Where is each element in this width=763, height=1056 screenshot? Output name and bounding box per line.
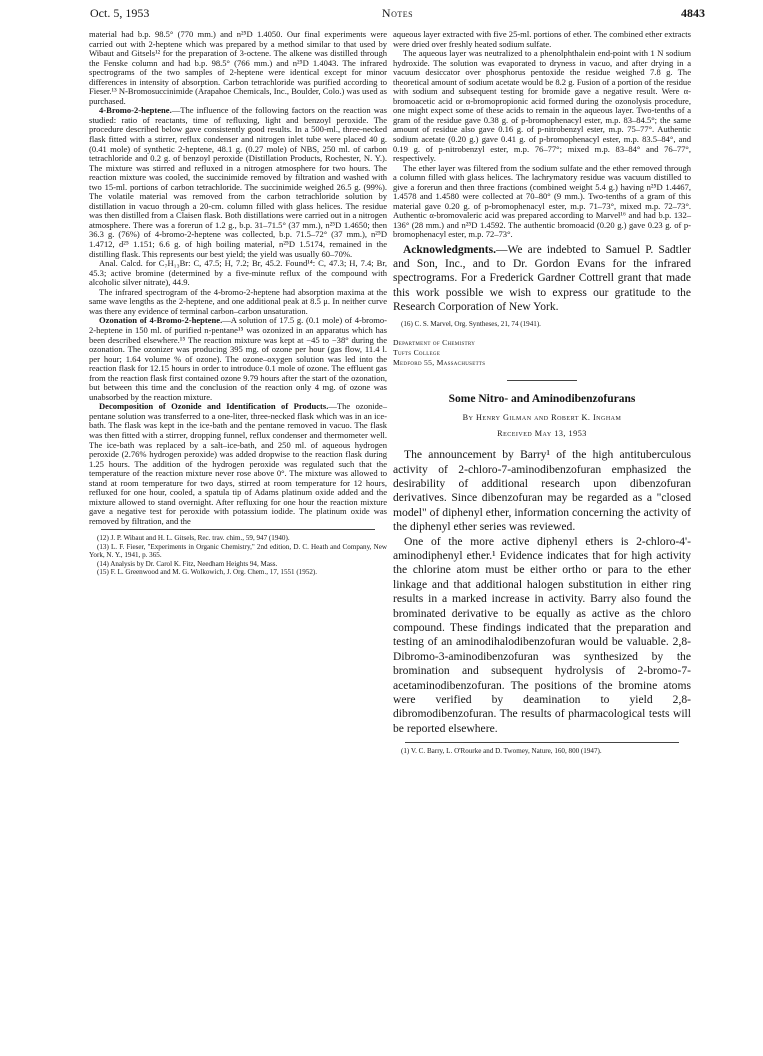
footnotes <box>393 747 691 755</box>
affiliation-line: Tufts College <box>393 348 441 358</box>
paragraph-text: —A solution of 17.5 g. (0.1 mole) of 4-bromo-2-heptene in 150 ml. of purified n-pentane¹⁵ was ozonized in an apparatus which has been described elsewhere.¹⁵ The reaction mixture was kept at −45 to −38° during the ozonation. The ozonizer was producing 395 mg. of ozone per hour (gas flow, 11.4 l. per hour; 1.64 volume % of ozone). The ozone–oxygen solution was led into the reaction flask for 12.15 hours in order to introduce 0.1 mole of ozone. The effluent gas from the reaction flask first contained ozone 9.79 hours after the start of the ozonation, but between this time and the conclusion of the reaction only 4 mg. of ozone was unabsorbed by the reaction mixture. <box>89 315 387 402</box>
section-heading: Ozonation of 4-Bromo-2-heptene. <box>99 315 223 326</box>
affiliation-line: Department of Chemistry <box>393 338 476 348</box>
header-date: Oct. 5, 1953 <box>90 6 150 20</box>
paragraph: The infrared spectrogram of the 4-bromo-2-heptene had absorption maxima at the same wave lengths as the 2-heptene, and one additional peak at 8.5 μ. In neither curve was there any evidence of terminal carbon–carbon unsaturation. <box>89 286 387 316</box>
article-divider <box>507 380 577 381</box>
paragraph: aqueous layer extracted with five 25-ml. portions of ether. The combined ether extracts were dried over freshly heated sodium sulfate. <box>393 29 691 49</box>
footnotes <box>89 534 387 576</box>
footnote-divider <box>101 529 375 530</box>
footnote: (15) F. L. Greenwood and M. G. Wolkowich, J. Org. Chem., 17, 1551 (1952). <box>97 568 318 577</box>
left-column <box>89 30 387 576</box>
acknowledgments-heading: Acknowledgments. <box>403 244 496 257</box>
footnote: (12) J. P. Wibaut and H. L. Gitsels, Rec. trav. chim., 59, 947 (1940). <box>97 534 290 543</box>
section-heading: 4-Bromo-2-heptene. <box>99 105 172 116</box>
affiliation-line: Medford 55, Massachusetts <box>393 358 486 368</box>
paragraph: material had b.p. 98.5° (770 mm.) and n²⁵D 1.4050. Our final experiments were carried out with 2-heptene which was prepared by a method similar to that used by Wibaut and Gitsels¹² for the preparation of 3-octene. The alkene was distilled through the Fenske column and had b.p. 98.5° (766 mm.) and n²⁵D 1.4043. The infrared spectrograms of the two samples of 2-heptene were identical except for minor differences in intensity of absorption. Carbon tetrachloride was purified according to Fieser.¹³ N-Bromosuccinimide (Arapahoe Chemicals, Inc., Boulder, Colo.) was used as purchased. <box>89 29 387 106</box>
paragraph-text: —The influence of the following factors on the reaction was studied: ratio of reactants, time of refluxing, light and benzoyl peroxide. The procedure described below gave consistently good results. In a 500-ml., three-necked flask fitted with a stirrer, reflux condenser and nitrogen inlet tube were placed 40 g. (0.41 mole) of synthetic 2-heptene, 48.1 g. (0.27 mole) of NBS, 250 ml. of carbon tetrachloride and 0.2 g. of benzoyl peroxide (Distillation Products, Rochester, N. Y.). The mixture was stirred and refluxed in a nitrogen atmosphere for two hours. The reaction mixture was cooled, the succinimide removed by filtration and washed with two 15-ml. portions of carbon tetrachloride. The succinimide weighed 26.5 g. (99%). The volatile material was removed from the carbon tetrachloride solution by distillation in vacuo through a 20-cm. column filled with glass helices. The residue was then distilled from a Claisen flask. Both distillations were carried out in a nitrogen atmosphere. There was a forerun of 1.2 g., b.p. 31–71.5° (37 mm.), n²⁵D 1.4650; then 36.3 g. (76%) of 4-bromo-2-heptene was collected, b.p. 71.5–72° (37 mm.), n²⁵D 1.4712, d²⁵ 1.151; 6.6 g. of high boiling material, n²⁵D 1.5174, remained in the distilling flask. This represents our best yield; the yield was usually 60–70%. <box>89 105 387 259</box>
acknowledgments <box>393 243 691 314</box>
paragraph: The ether layer was filtered from the sodium sulfate and the ether removed through a column filled with glass helices. The lachrymatory residue was vacuum distilled to give a forerun and then three fractions (combined weight 5.4 g.) having n²⁵D 1.4467, 1.4578 and 1.4580 were collected at 70–80° (9 mm.). Two-tenths of a gram of this material gave 0.20 g. of p-bromophenacyl ester, m.p. 71–73°, mixed m.p. 72–73°. Authentic α-bromovaleric acid was prepared according to Marvel¹⁶ and had b.p. 132–136° (28 mm.) and n²⁵D 1.4592. The authentic bromoacid (0.20 g.) gave 0.23 g. of p-bromophenacyl ester, m.p. 72–73°. <box>393 162 691 240</box>
page-number: 4843 <box>681 6 705 20</box>
footnote-16: (16) C. S. Marvel, Org. Syntheses, 21, 74 (1941). <box>401 320 541 329</box>
right-column <box>393 30 691 756</box>
paragraph: One of the more active diphenyl ethers is 2-chloro-4'-aminodiphenyl ether.¹ Evidence indicates that for high activity the chlorine atom must be either ortho or para to the ether linkage and that additional halogen substitution in either ring results in a marked increase in activity. Barry also found the brominated derivative to be equally as active as the chloro compound. These findings indicated that the preparation and testing of an aminodihalodibenzofuran would be valuable. 2,8-Dibromo-3-aminodibenzofuran was synthesized by the bromination and subsequent hydrolysis of 2-bromo-7-acetaminodibenzofuran. The positions of the bromine atoms were verified by deamination to yield 2,8-dibromodibenzofuran. The results of pharmacological tests will be reported elsewhere. <box>393 534 691 735</box>
article-byline: By Henry Gilman and Robert K. Ingham <box>462 413 622 422</box>
paragraph <box>89 316 387 402</box>
footnote-1: (1) V. C. Barry, L. O'Rourke and D. Twomey, Nature, 160, 800 (1947). <box>401 747 602 756</box>
paragraph: Anal. Calcd. for C₇H₁₃Br: C, 47.5; H, 7.2; Br, 45.2. Found¹⁴: C, 47.3; H, 7.4; Br, 45.3; active bromine (determined by a five-minute reflux of the compound with alcoholic silver nitrate), 44.9. <box>89 258 387 288</box>
paragraph-text: —The ozonide–pentane solution was transferred to a one-liter, three-necked flask which was in an ice-bath. The flask was kept in the ice-bath and the pentane removed in vacuo. The flask was then fitted with a stirrer, dropping funnel, reflux condenser and thermometer well. The ice-bath was replaced by a salt–ice-bath, and 250 ml. of aqueous hydrogen peroxide (2.76% hydrogen peroxide) was added dropwise to the reaction flask during 1.25 hours. The addition of the hydrogen peroxide was regulated such that the temperature of the reaction mixture never rose above 0°. The mixture was allowed to stand at room temperature for two days, stirred at room temperature for 12 hours, refluxed for one hour, cooled, a spatula tip of Adams platinum oxide added and the mixture allowed to stand overnight. After refluxing for one hour the reaction mixture gave a negative test for peroxide with potassium iodide. The platinum oxide was removed by filtration, and the <box>89 401 387 526</box>
paragraph <box>89 402 387 526</box>
received-date: Received May 13, 1953 <box>497 428 587 438</box>
paragraph: The announcement by Barry¹ of the high antituberculous activity of 2-chloro-7-aminodibenzofuran emphasized the desirability of additional research upon dibenzofuran derivatives. Since dibenzofuran may be regarded as a "closed model" of diphenyl ether, information concerning the activity of the diphenyl ether series was reviewed. <box>393 448 691 534</box>
article-title: Some Nitro- and Aminodibenzofurans <box>448 393 636 406</box>
footnote: (13) L. F. Fieser, "Experiments in Organic Chemistry," 2nd edition, D. C. Heath and Company, New York, N. Y., 1941, p. 365. <box>89 542 387 560</box>
acknowledgments-text: —We are indebted to Samuel P. Sadtler and Son, Inc., and to Dr. Gordon Evans for the infrared spectrograms. For a Frederick Gardner Cottrell grant that made this work possible we wish to express our gratitude to the Research Corporation of New York. <box>393 244 691 313</box>
header-section: Notes <box>381 6 414 20</box>
footnote <box>393 320 691 328</box>
footnote-divider <box>405 742 679 743</box>
paragraph: The aqueous layer was neutralized to a phenolphthalein end-point with 1 N sodium hydroxide. The solution was evaporated to dryness in vacuo, and after drying in a vacuum desiccator over phosphorus pentoxide the residue weighed 7.8 g. The theoretical amount of sodium acetate would be 8.2 g. Fusion of a portion of the residue with sodium and subsequent testing for bromide gave a negative result. Were α-bromoacetic acid or α-bromopropionic acid formed during the ozonolysis procedure, one might expect some of these acids to remain in the aqueous layer. Two-tenths of a gram of the residue gave 0.38 g. of p-bromophenacyl ester, m.p. 83–84.5°; the same amount of residue also gave 0.16 g. of p-nitrobenzyl ester, m.p. 75–77°. Authentic sodium acetate (0.20 g.) gave 0.41 g. of p-bromophenacyl ester, m.p. 83.5–84°, and 0.19 g. of p-nitrobenzyl ester, m.p. 76–77°; mixed m.p. 83–84° and 76–77°, respectively. <box>393 48 691 164</box>
affiliation <box>393 338 691 368</box>
section-heading: Decomposition of Ozonide and Identification of Products. <box>99 401 329 412</box>
page-header <box>90 6 705 22</box>
paragraph <box>89 106 387 259</box>
footnote: (14) Analysis by Dr. Carol K. Fitz, Needham Heights 94, Mass. <box>97 559 278 568</box>
article-body <box>393 448 691 736</box>
